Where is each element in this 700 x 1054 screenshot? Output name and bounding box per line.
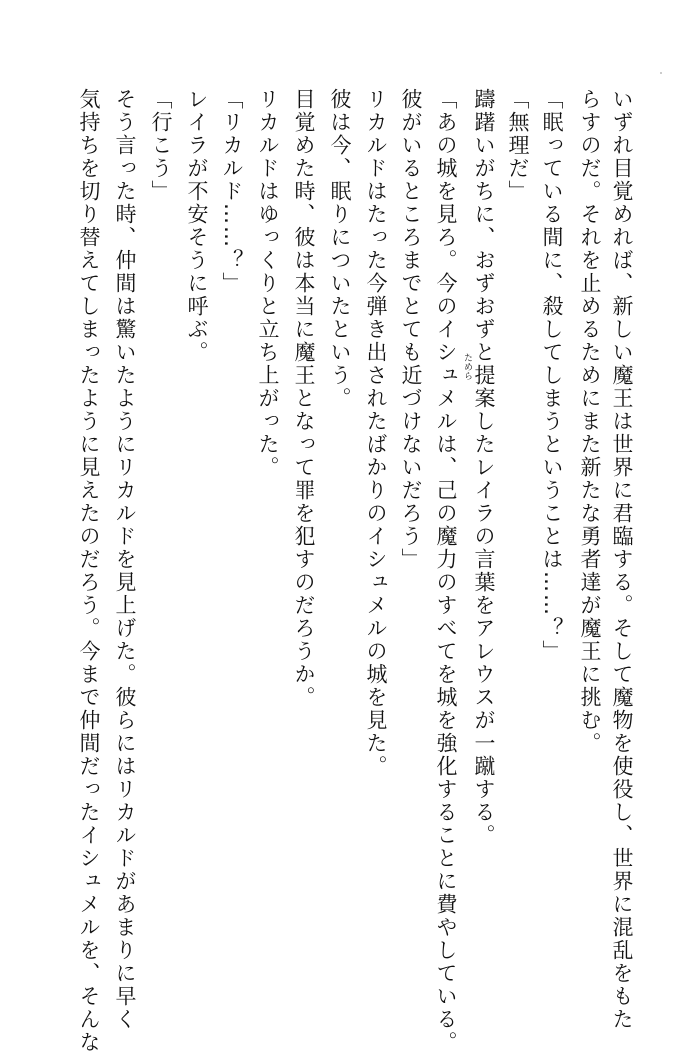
text-column-4: 「無理だ」 [506,88,530,203]
text-column-11: リカルドはゆっくりと立ち上がった。 [256,88,280,479]
text-column-16: 気持ちを切り替えてしまったように見えたのだろう。今まで仲間だったイシュメルを、そんな [77,88,101,1054]
text-column-2: らすのだ。それを止めるためにまた新たな勇者達が魔王に挑む。 [578,88,602,755]
text-column-8: リカルドはたった今弾き出されたばかりのイシュメルの城を見た。 [364,88,388,778]
text-column-14: 「行こう」 [149,88,173,203]
text-column-10: 目覚めた時、彼は本当に魔王となって罪を犯すのだろうか。 [292,88,316,709]
ruby-reading: ためら [462,353,472,380]
text-column-3: 「眠っている間に、殺してしまうということは……？」 [540,88,564,663]
text-column-7: 彼がいるところまでとても近づけないだろう」 [399,88,423,571]
text-column-6: 「あの城を見ろ。今のイシュメルは、己の魔力のすべてを城を強化することに費やしている。 [434,88,458,1054]
text-column-9: 彼は今、眠りについたという。 [328,88,352,410]
text-column-12: 「リカルド……？」 [220,88,244,295]
text-column-1: いずれ目覚めれば、新しい魔王は世界に君臨する。そして魔物を使役し、世界に混乱をもた [610,88,634,1031]
page-corner-mark [660,72,662,74]
text-column-5: 躊躇いがちに、おずおずと提案したレイラの言葉をアレウスが一蹴する。 [472,88,496,847]
text-column-13: レイラが不安そうに呼ぶ。 [185,88,209,364]
text-column-15: そう言った時、仲間は驚いたようにリカルドを見上げた。彼らにはリカルドがあまりに早く [113,88,137,1031]
